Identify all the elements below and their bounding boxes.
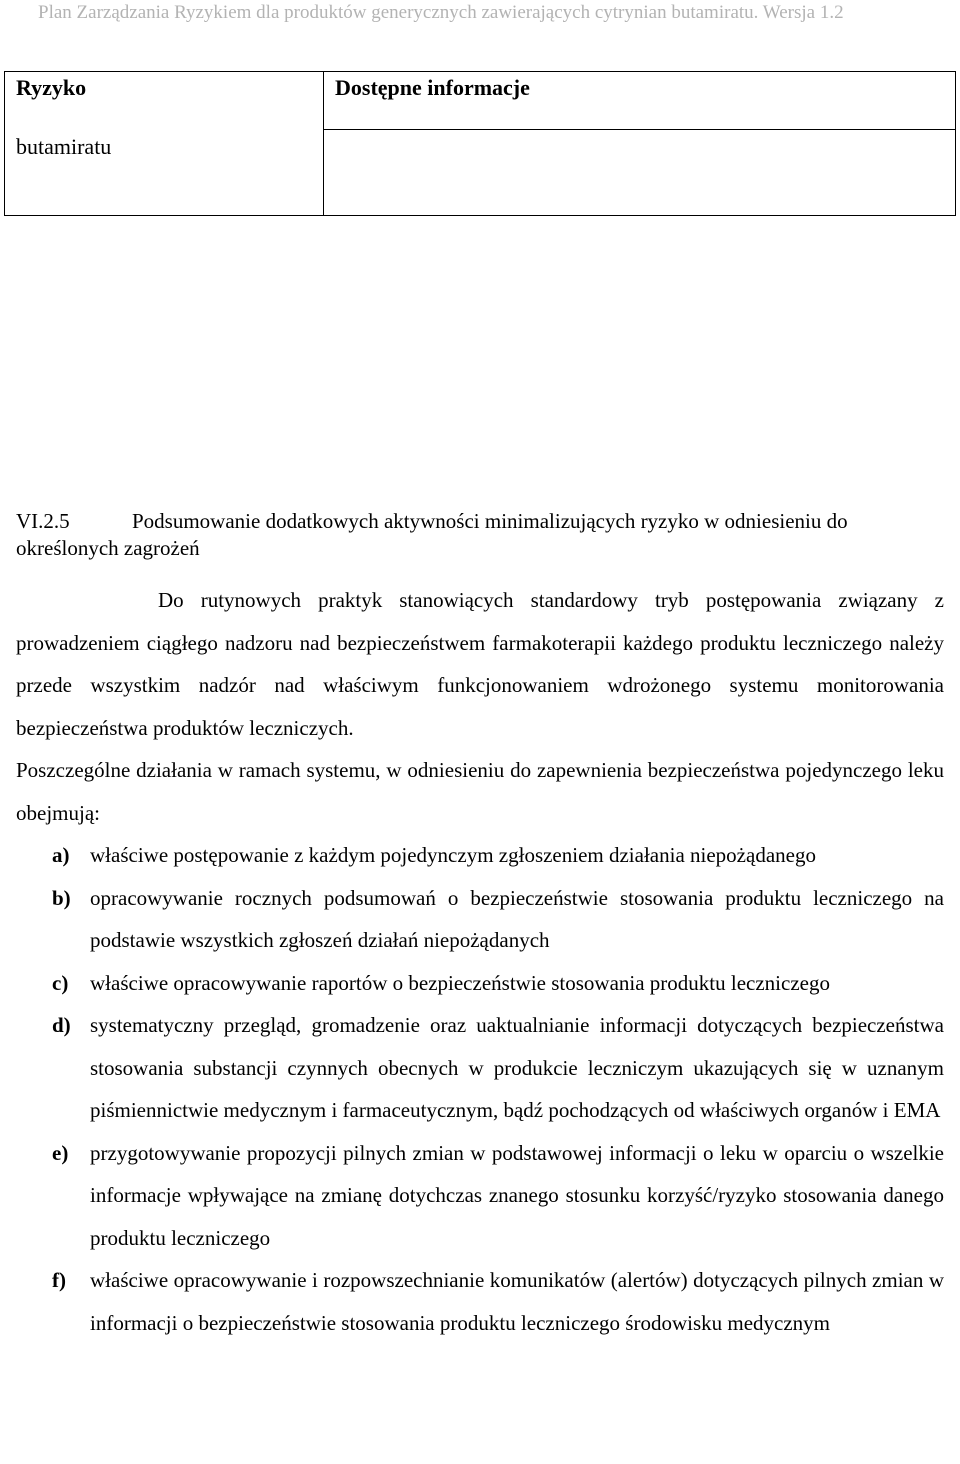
list-item-text: systematyczny przegląd, gromadzenie oraz uaktualnianie informacji dotyczących bezpieczeństwa stosowania substancji czynnych obecnych w produkcie leczniczym ukazujących się w uznanym piśmiennictwie medycznym i farmaceutycznym, bądź pochodzących od właściwych organów i EMA bbox=[90, 1013, 944, 1122]
list-item-text: właściwe opracowywanie i rozpowszechnianie komunikatów (alertów) dotyczących pilnych zmian w informacji o bezpieczeństwie stosowania produktu leczniczego środowisku medycznym bbox=[90, 1268, 944, 1335]
list-item bbox=[16, 834, 944, 877]
list-item bbox=[16, 1259, 944, 1344]
table-header-info: Dostępne informacje bbox=[335, 75, 530, 100]
list-item-label: e) bbox=[52, 1140, 69, 1165]
paragraph: Do rutynowych praktyk stanowiących standardowy tryb postępowania związany z prowadzeniem ciągłego nadzoru nad bezpieczeństwem farmakoterapii każdego produktu leczniczego należy przede wszystkim nadzór nad właściwym funkcjonowaniem wdrożonego systemu monitorowania bezpieczeństwa produktów leczniczych. bbox=[16, 588, 944, 740]
table-cell-risk: butamiratu bbox=[16, 134, 112, 159]
running-header: Plan Zarządzania Ryzykiem dla produktów generycznych zawierających cytrynian butamiratu. Wersja 1.2 bbox=[38, 2, 844, 23]
table-header-risk: Ryzyko bbox=[16, 75, 87, 100]
section-title-text: Podsumowanie dodatkowych aktywności minimalizujących ryzyko w odniesieniu do określonych zagrożeń bbox=[16, 509, 848, 560]
activity-list bbox=[16, 834, 944, 1344]
table-column-divider bbox=[323, 72, 324, 215]
risk-table bbox=[4, 71, 956, 216]
list-item-text: opracowywanie rocznych podsumowań o bezpieczeństwie stosowania produktu leczniczego na podstawie wszystkich zgłoszeń działań niepożądanych bbox=[90, 885, 944, 952]
paragraph: Poszczególne działania w ramach systemu, w odniesieniu do zapewnienia bezpieczeństwa pojedynczego leku obejmują: bbox=[16, 758, 944, 825]
section-heading bbox=[16, 508, 946, 562]
list-item-text: właściwe opracowywanie raportów o bezpieczeństwie stosowania produktu leczniczego bbox=[90, 970, 830, 995]
list-item-text: przygotowywanie propozycji pilnych zmian w podstawowej informacji o leku w oparciu o wszelkie informacje wpływające na zmianę dotychczas znanego stosunku korzyść/ryzyko stosowania danego produktu leczniczego bbox=[90, 1140, 944, 1250]
list-item-text: właściwe postępowanie z każdym pojedynczym zgłoszeniem działania niepożądanego bbox=[90, 843, 816, 867]
table-row-divider bbox=[323, 129, 955, 130]
list-item bbox=[16, 962, 944, 1005]
list-item-label: b) bbox=[52, 885, 71, 910]
body-text bbox=[16, 579, 944, 1344]
list-item-label: c) bbox=[52, 970, 69, 995]
list-item bbox=[16, 877, 944, 962]
list-item bbox=[16, 1004, 944, 1132]
list-item bbox=[16, 1132, 944, 1260]
list-item-label: d) bbox=[52, 1013, 71, 1037]
list-item-label: f) bbox=[52, 1268, 66, 1292]
section-number: VI.2.5 bbox=[16, 509, 70, 533]
list-item-label: a) bbox=[52, 843, 70, 867]
